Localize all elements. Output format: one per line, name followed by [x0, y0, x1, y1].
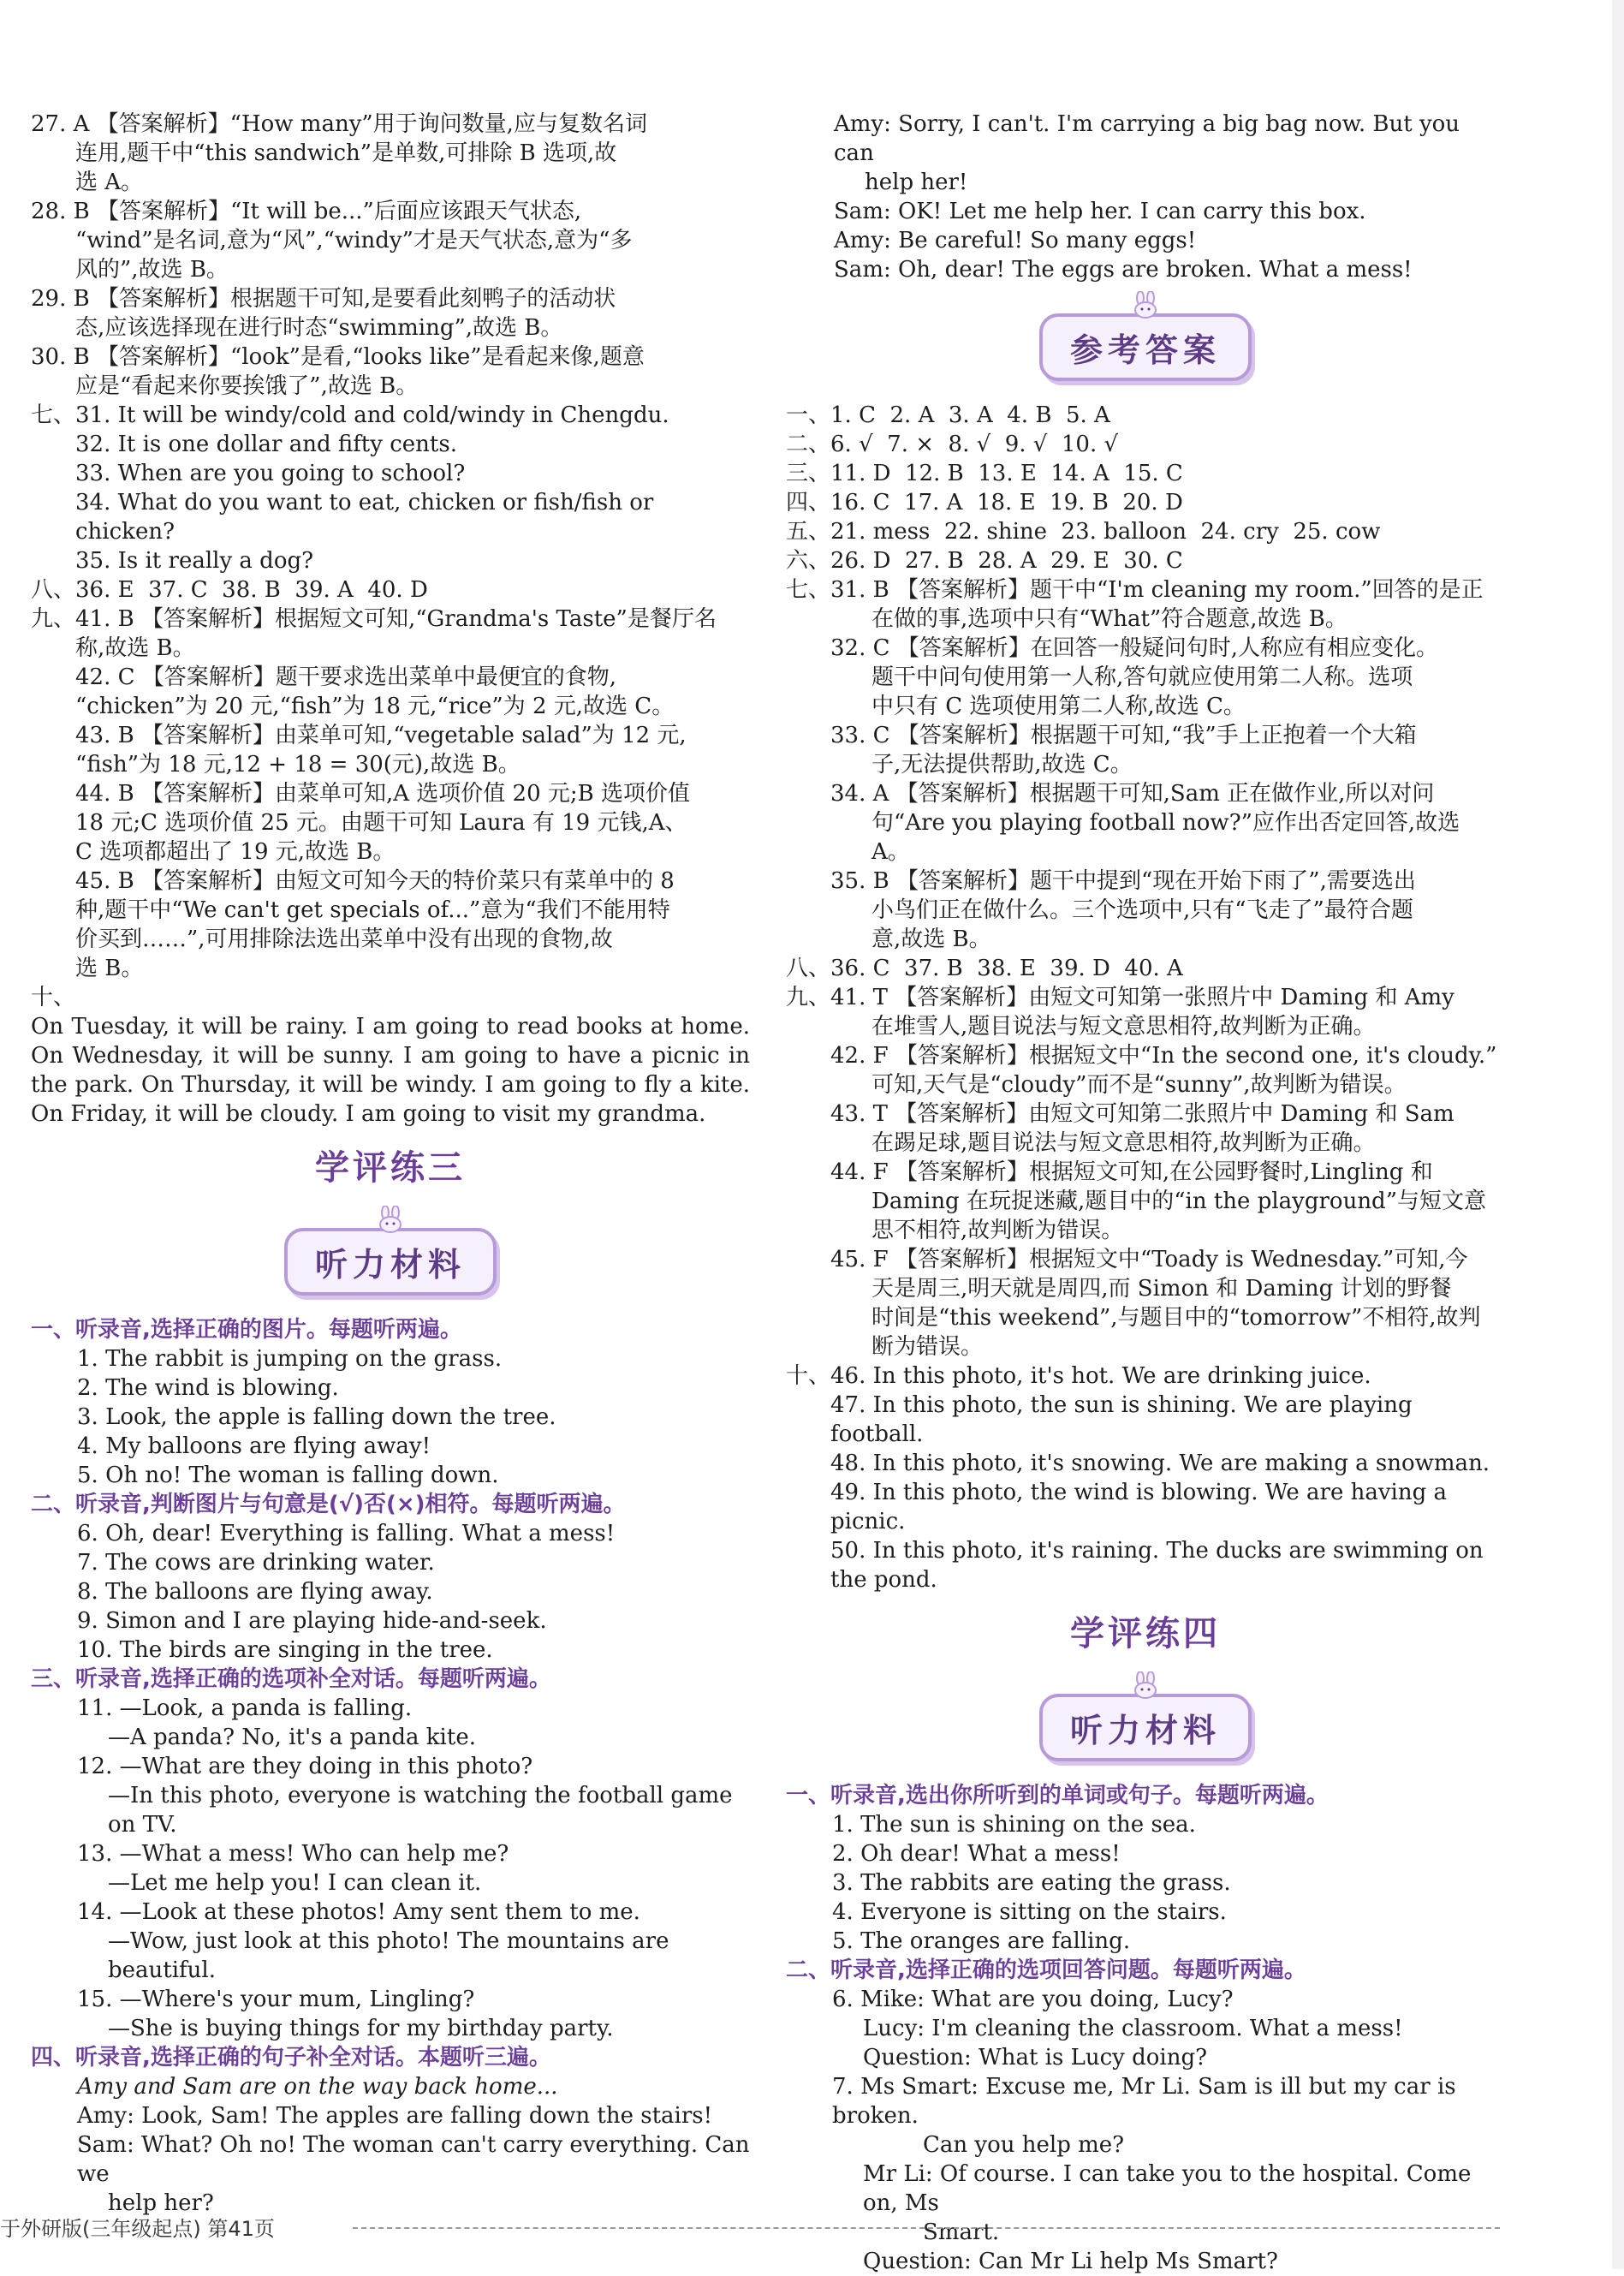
text-line: 28. B 【答案解析】“It will be...”后面应该跟天气状态, [31, 199, 582, 224]
text-line: help her? [108, 2190, 214, 2216]
bunny-icon [1130, 1671, 1161, 1699]
text-line: 45. F 【答案解析】根据短文中“Toady is Wednesday.”可知,今 [830, 1247, 1468, 1272]
text-line: “fish”为 18 元,12 + 18 = 30(元),故选 B。 [75, 752, 521, 778]
text-line: 12. —What are they doing in this photo? [77, 1754, 533, 1779]
text-line: 应是“看起来你要挨饿了”,故选 B。 [75, 373, 419, 399]
text-line: Amy: Be careful! So many eggs! [834, 228, 1197, 253]
text-line: 可知,天气是“cloudy”而不是“sunny”,故判断为错误。 [871, 1072, 1407, 1098]
text-line: Question: Can Mr Li help Ms Smart? [863, 2249, 1278, 2274]
bunny-icon [1130, 291, 1161, 319]
text-line: 意,故选 B。 [871, 926, 991, 952]
text-line: 九、41. T 【答案解析】由短文可知第一张照片中 Daming 和 Amy [786, 985, 1454, 1010]
text-line: 32. C 【答案解析】在回答一般疑问句时,人称应有相应变化。 [830, 635, 1439, 661]
text-line: —In this photo, everyone is watching the football game on TV. [108, 1783, 740, 1838]
listening-badge-4 [786, 1677, 1505, 1766]
text-line: 35. B 【答案解析】题干中提到“现在开始下雨了”,需要选出 [830, 868, 1416, 894]
text-line: 种,题干中“We can't get specials of...”意为“我们不能用特 [75, 897, 670, 923]
text-line: Sam: Oh, dear! The eggs are broken. What a mess! [834, 257, 1413, 283]
section-instruction: 一、听录音,选择正确的图片。每题听两遍。 [31, 1317, 462, 1343]
text-line: 4. My balloons are flying away! [77, 1433, 431, 1459]
text-line: 态,应该选择现在进行时态“swimming”,故选 B。 [75, 315, 563, 341]
answer-badge [786, 296, 1505, 385]
text-line: 42. F 【答案解析】根据短文中“In the second one, it's cloudy.” [830, 1043, 1497, 1069]
text-line: help her! [865, 170, 968, 195]
text-line: Sam: OK! Let me help her. I can carry this box. [834, 199, 1366, 224]
text-line: 4. Everyone is sitting on the stairs. [832, 1899, 1227, 1925]
page-edge-shadow [1612, 0, 1624, 2269]
text-line: 断为错误。 [871, 1334, 984, 1360]
text-line: 34. A 【答案解析】根据题干可知,Sam 正在做作业,所以对问 [830, 781, 1435, 807]
text-line: 2. The wind is blowing. [77, 1375, 339, 1401]
text-line: 五、21. mess 22. shine 23. balloon 24. cry 25. cow [786, 519, 1381, 545]
text-line: 选 A。 [75, 170, 144, 195]
text-line: 11. —Look, a panda is falling. [77, 1695, 413, 1721]
essay-paragraph: On Tuesday, it will be rainy. I am going to read books at home. On Wednesday, it will be sunny. I am going to have a picnic in the park. On Thursday, it will be windy. I am going to fly a kite. On Friday, it will be cloudy. I am going to visit my grandma. [31, 1014, 750, 1127]
section-instruction: 二、听录音,判断图片与句意是(√)否(×)相符。每题听两遍。 [31, 1492, 626, 1517]
text-line: 3. The rabbits are eating the grass. [832, 1870, 1231, 1896]
listening-label-text: 听力材料 [1069, 1712, 1221, 1749]
footer-text: 于外研版(三年级起点) 第41页 [0, 2217, 275, 2241]
text-line: 八、36. C 37. B 38. E 39. D 40. A [786, 956, 1183, 981]
dialog-continuation [786, 110, 1505, 284]
text-line: 在踢足球,题目说法与短文意思相符,故判断为正确。 [871, 1130, 1376, 1156]
text-line: 称,故选 B。 [75, 635, 195, 661]
text-line: 6. Mike: What are you doing, Lucy? [832, 1987, 1234, 2012]
text-line: Mr Li: Of course. I can take you to the hospital. Come on, Ms [863, 2161, 1478, 2216]
section-instruction: 四、听录音,选择正确的句子补全对话。本题听三遍。 [31, 2045, 551, 2070]
text-line: 10. The birds are singing in the tree. [77, 1637, 493, 1663]
text-line: 十、46. In this photo, it's hot. We are drinking juice. [786, 1363, 1371, 1389]
text-line: 子,无法提供帮助,故选 C。 [871, 752, 1133, 778]
text-line: Sam: What? Oh no! The woman can't carry everything. Can we [77, 2132, 757, 2187]
listening-material-4 [786, 1781, 1505, 2276]
text-line: 15. —Where's your mum, Lingling? [77, 1987, 475, 2012]
text-line: 选 B。 [75, 956, 144, 981]
text-line: 45. B 【答案解析】由短文可知今天的特价菜只有菜单中的 8 [75, 868, 675, 894]
page-footer [0, 2212, 1624, 2246]
text-line: 七、31. It will be windy/cold and cold/windy in Chengdu. [31, 402, 669, 428]
text-line: 14. —Look at these photos! Amy sent them to me. [77, 1899, 640, 1925]
text-line: 在做的事,选项中只有“What”符合题意,故选 B。 [871, 606, 1347, 632]
text-line: 十、 [31, 985, 76, 1010]
answer-key [786, 401, 1505, 1594]
text-line: 七、31. B 【答案解析】题干中“I'm cleaning my room.”回答的是正 [786, 577, 1484, 603]
text-line: —She is buying things for my birthday party. [108, 2016, 614, 2041]
text-line: 题干中问句使用第一人称,答句就应使用第二人称。选项 [871, 664, 1413, 690]
text-line: Daming 在玩捉迷藏,题目中的“in the playground”与短文意 [871, 1189, 1486, 1214]
text-line: 连用,题干中“this sandwich”是单数,可排除 B 选项,故 [75, 140, 617, 166]
text-line: 27. A 【答案解析】“How many”用于询问数量,应与复数名词 [31, 111, 647, 137]
text-line: 44. B 【答案解析】由菜单可知,A 选项价值 20 元;B 选项价值 [75, 781, 691, 807]
text-line: C 选项都超出了 19 元,故选 B。 [75, 839, 396, 865]
text-line: 小鸟们正在做什么。三个选项中,只有“飞走了”最符合题 [871, 897, 1413, 923]
text-line: 在堆雪人,题目说法与短文意思相符,故判断为正确。 [871, 1014, 1376, 1040]
text-line: 44. F 【答案解析】根据短文可知,在公园野餐时,Lingling 和 [830, 1159, 1433, 1185]
text-line: 42. C 【答案解析】题干要求选出菜单中最便宜的食物, [75, 664, 617, 690]
answer-label-text: 参考答案 [1069, 331, 1221, 369]
text-line: 1. The rabbit is jumping on the grass. [77, 1346, 503, 1372]
text-line: 四、16. C 17. A 18. E 19. B 20. D [786, 490, 1183, 515]
text-line: 六、26. D 27. B 28. A 29. E 30. C [786, 548, 1183, 574]
text-line: 风的”,故选 B。 [75, 257, 229, 283]
text-line: Lucy: I'm cleaning the classroom. What a mess! [863, 2016, 1403, 2041]
section-instruction: 三、听录音,选择正确的选项补全对话。每题听两遍。 [31, 1666, 551, 1692]
text-line: 30. B 【答案解析】“look”是看,“looks like”是看起来像,题意 [31, 344, 645, 370]
text-line: 时间是“this weekend”,与题目中的“tomorrow”不相符,故判 [871, 1305, 1481, 1331]
section-title-3: 学评练三 [315, 1148, 466, 1188]
text-line: 13. —What a mess! Who can help me? [77, 1841, 509, 1867]
text-line: 43. T 【答案解析】由短文可知第二张照片中 Daming 和 Sam [830, 1101, 1454, 1127]
text-line: —Wow, just look at this photo! The mountains are beautiful. [108, 1928, 676, 1983]
text-line: 2. Oh dear! What a mess! [832, 1841, 1121, 1867]
text-line: 3. Look, the apple is falling down the tree. [77, 1404, 556, 1430]
text-line: 33. When are you going to school? [75, 461, 466, 486]
text-line: —A panda? No, it's a panda kite. [108, 1725, 476, 1750]
text-line: 49. In this photo, the wind is blowing. We are having a picnic. [830, 1480, 1454, 1534]
text-line: 34. What do you want to eat, chicken or fish/fish or chicken? [75, 490, 661, 545]
text-line: 7. Ms Smart: Excuse me, Mr Li. Sam is ill but my car is broken. [832, 2074, 1463, 2129]
text-line: 八、36. E 37. C 38. B 39. A 40. D [31, 577, 428, 603]
text-line: 5. Oh no! The woman is falling down. [77, 1463, 499, 1488]
text-line: 9. Simon and I are playing hide-and-seek. [77, 1608, 547, 1634]
text-line: 18 元;C 选项价值 25 元。由题干可知 Laura 有 19 元钱,A、 [75, 810, 687, 836]
text-line: 47. In this photo, the sun is shining. We are playing football. [830, 1392, 1419, 1447]
footer-divider [353, 2227, 1500, 2229]
text-line: 6. Oh, dear! Everything is falling. What a mess! [77, 1521, 616, 1546]
text-line: 48. In this photo, it's snowing. We are making a snowman. [830, 1451, 1490, 1476]
listening-material-3 [31, 1315, 757, 2218]
text-line: Amy: Sorry, I can't. I'm carrying a big bag now. But you can [834, 111, 1467, 166]
text-line: “wind”是名词,意为“风”,“windy”才是天气状态,意为“多 [75, 228, 633, 253]
text-line: 思不相符,故判断为错误。 [871, 1218, 1124, 1243]
text-line: 1. The sun is shining on the sea. [832, 1812, 1196, 1838]
text-line: 二、6. √ 7. × 8. √ 9. √ 10. √ [786, 432, 1119, 457]
answer-explanations-upper [31, 110, 750, 1012]
text-line: 一、1. C 2. A 3. A 4. B 5. A [786, 402, 1110, 428]
text-line: 43. B 【答案解析】由菜单可知,“vegetable salad”为 12 元, [75, 723, 687, 748]
bunny-icon [375, 1206, 406, 1233]
text-line: “chicken”为 20 元,“fish”为 18 元,“rice”为 2 元,故选 C。 [75, 694, 675, 719]
text-line: 天是周三,明天就是周四,而 Simon 和 Daming 计划的野餐 [871, 1276, 1452, 1302]
text-line: 中只有 C 选项使用第二人称,故选 C。 [871, 694, 1246, 719]
text-line: 5. The oranges are falling. [832, 1928, 1131, 1954]
text-line: 三、11. D 12. B 13. E 14. A 15. C [786, 461, 1183, 486]
section-title-4: 学评练四 [1070, 1614, 1221, 1653]
listening-label-text: 听力材料 [314, 1246, 466, 1284]
text-line: 7. The cows are drinking water. [77, 1550, 435, 1576]
text-line: Smart. [923, 2219, 1000, 2245]
listening-label [1039, 1694, 1252, 1761]
text-line: Question: What is Lucy doing? [863, 2045, 1208, 2070]
listening-badge-3 [31, 1211, 750, 1300]
section-instruction: 二、听录音,选择正确的选项回答问题。每题听两遍。 [786, 1957, 1306, 1983]
answer-label [1039, 313, 1252, 381]
text-line: 句“Are you playing football now?”应作出否定回答,故选 A。 [871, 810, 1467, 865]
text-line: 29. B 【答案解析】根据题干可知,是要看此刻鸭子的活动状 [31, 286, 616, 312]
text-line: 九、41. B 【答案解析】根据短文可知,“Grandma's Taste”是餐厅名 [31, 606, 717, 632]
text-line: 50. In this photo, it's raining. The ducks are swimming on the pond. [830, 1538, 1490, 1593]
text-line: Amy: Look, Sam! The apples are falling down the stairs! [77, 2103, 713, 2129]
text-line: 8. The balloons are flying away. [77, 1579, 433, 1605]
listening-label [284, 1228, 497, 1296]
text-line: Can you help me? [923, 2132, 1125, 2158]
text-line: 32. It is one dollar and fifty cents. [75, 432, 457, 457]
text-line: Amy and Sam are on the way back home... [77, 2074, 558, 2100]
text-line: —Let me help you! I can clean it. [108, 1870, 482, 1896]
text-line: 33. C 【答案解析】根据题干可知,“我”手上正抱着一个大箱 [830, 723, 1417, 748]
left-column [31, 110, 757, 2218]
text-line: 35. Is it really a dog? [75, 548, 314, 574]
text-line: 价买到……”,可用排除法选出菜单中没有出现的食物,故 [75, 926, 613, 952]
right-column [786, 110, 1505, 2276]
section-instruction: 一、听录音,选出你所听到的单词或句子。每题听两遍。 [786, 1783, 1329, 1808]
